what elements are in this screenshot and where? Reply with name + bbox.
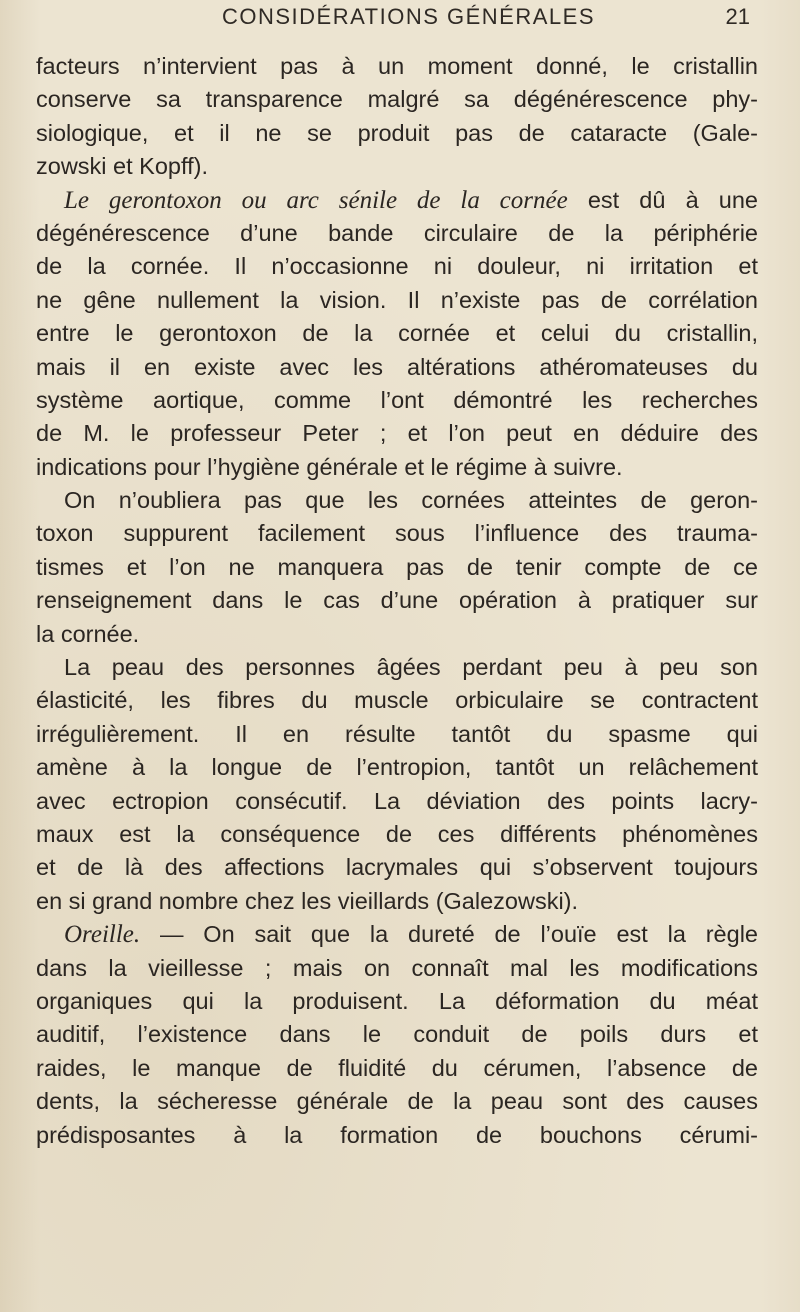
italic-heading: Le gerontoxon ou arc sénile de la cornée (64, 186, 568, 214)
text-line (36, 885, 758, 918)
line-text: irrégulièrement. Il en résulte tantôt du spasme qui (36, 720, 758, 747)
text-line (36, 517, 758, 550)
text-line (36, 317, 758, 350)
text-line (36, 818, 758, 851)
text-line (36, 718, 758, 751)
line-text: en si grand nombre chez les vieillards (Galezowski). (36, 887, 579, 914)
line-text: prédisposantes à la formation de bouchons cérumi- (36, 1121, 758, 1148)
text-line (36, 618, 758, 651)
running-title: CONSIDÉRATIONS GÉNÉRALES (222, 4, 595, 29)
line-text: mais il en existe avec les altérations athéromateuses du (36, 353, 758, 380)
text-line (36, 451, 758, 484)
text-line (36, 651, 758, 684)
text-line (36, 284, 758, 317)
text-line (36, 484, 758, 517)
line-text: ne gêne nullement la vision. Il n’existe pas de corrélation (36, 286, 758, 313)
text-line (36, 384, 758, 417)
text-line (36, 785, 758, 818)
italic-heading: Oreille. (64, 921, 141, 949)
line-text: de M. le professeur Peter ; et l’on peut en déduire des (36, 420, 758, 447)
book-page (36, 0, 758, 1312)
line-text: — On sait que la dureté de l’ouïe est la règle (140, 921, 758, 948)
text-line (36, 952, 758, 985)
line-text: avec ectropion consécutif. La déviation des points lacry- (36, 787, 758, 814)
text-line (36, 1085, 758, 1118)
line-text: tismes et l’on ne manquera pas de tenir compte de ce (36, 553, 758, 580)
line-text: La peau des personnes âgées perdant peu à peu son (64, 654, 758, 681)
text-line (36, 584, 758, 617)
line-text: organiques qui la produisent. La déformation du méat (36, 987, 758, 1014)
text-line (36, 117, 758, 150)
text-line (36, 250, 758, 283)
text-line (36, 985, 758, 1018)
text-line (36, 551, 758, 584)
line-text: est dû à une (567, 186, 758, 213)
line-text: toxon suppurent facilement sous l’influence des trauma- (36, 520, 758, 547)
line-text: conserve sa transparence malgré sa dégénérescence phy- (36, 86, 758, 113)
line-text: facteurs n’intervient pas à un moment donné, le cristallin (36, 53, 758, 79)
line-text: de la cornée. Il n’occasionne ni douleur, ni irritation et (36, 253, 758, 280)
text-line (36, 1119, 758, 1152)
running-head (36, 4, 758, 34)
line-text: la cornée. (36, 620, 140, 647)
line-text: maux est la conséquence de ces différents phénomènes (36, 820, 758, 847)
line-text: siologique, et il ne se produit pas de cataracte (Gale- (36, 119, 758, 146)
text-line (36, 851, 758, 884)
line-text: amène à la longue de l’entropion, tantôt un relâchement (36, 754, 758, 781)
page-number: 21 (725, 4, 750, 29)
text-line (36, 684, 758, 717)
text-line (36, 217, 758, 250)
line-text: dans la vieillesse ; mais on connaît mal les modifications (36, 954, 758, 981)
line-text: entre le gerontoxon de la cornée et celui du cristallin, (36, 320, 758, 347)
line-text: renseignement dans le cas d’une opération à pratiquer sur (36, 587, 758, 614)
line-text: et de là des affections lacrymales qui s’observent toujours (36, 854, 758, 881)
text-line (36, 83, 758, 116)
text-line (36, 1018, 758, 1051)
line-text: auditif, l’existence dans le conduit de poils durs et (36, 1021, 758, 1048)
line-text: zowski et Kopff). (36, 153, 208, 180)
text-line (36, 1052, 758, 1085)
line-text: indications pour l’hygiène générale et le régime à suivre. (36, 453, 623, 480)
line-text: raides, le manque de fluidité du cérumen, l’absence de (36, 1054, 758, 1081)
body-text (36, 50, 758, 1152)
text-line (36, 918, 758, 951)
text-line (36, 50, 758, 83)
text-line (36, 184, 758, 217)
text-line (36, 351, 758, 384)
line-text: système aortique, comme l’ont démontré les recherches (36, 386, 758, 413)
text-line (36, 150, 758, 183)
text-line (36, 751, 758, 784)
line-text: On n’oubliera pas que les cornées atteintes de geron- (64, 487, 758, 514)
line-text: dégénérescence d’une bande circulaire de la périphérie (36, 219, 758, 246)
text-line (36, 417, 758, 450)
line-text: élasticité, les fibres du muscle orbiculaire se contractent (36, 687, 758, 714)
line-text: dents, la sécheresse générale de la peau sont des causes (36, 1088, 758, 1115)
